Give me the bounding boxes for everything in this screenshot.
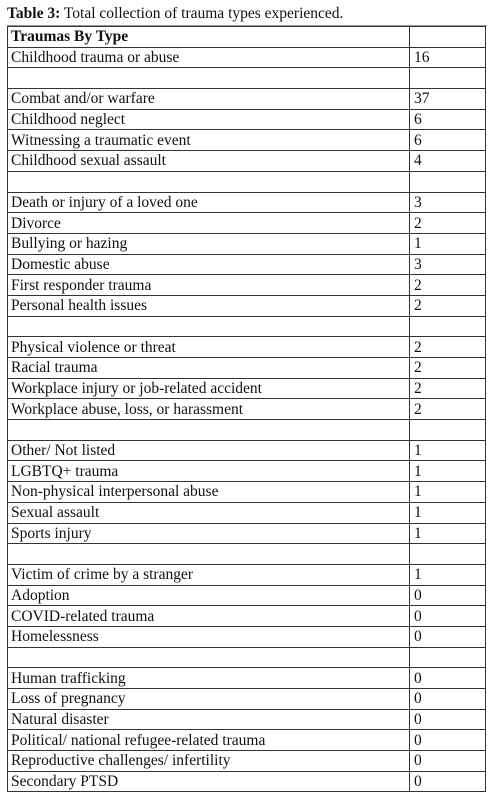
table-row: [8, 378, 486, 399]
header-empty-cell: [410, 27, 486, 48]
count-cell: 1: [410, 482, 486, 503]
table-row: [8, 709, 486, 730]
trauma-type-cell: Homelessness: [8, 626, 410, 647]
spacer-cell: [410, 420, 486, 441]
count-cell: 4: [410, 151, 486, 172]
table-row: [8, 730, 486, 751]
table-row: [8, 751, 486, 772]
table-row: [8, 89, 486, 110]
count-cell: 2: [410, 399, 486, 420]
trauma-type-cell: COVID-related trauma: [8, 606, 410, 627]
trauma-type-cell: Childhood sexual assault: [8, 151, 410, 172]
spacer-cell: [8, 316, 410, 337]
table-row: [8, 461, 486, 482]
trauma-type-cell: Physical violence or threat: [8, 337, 410, 358]
trauma-type-cell: Combat and/or warfare: [8, 89, 410, 110]
count-cell: 1: [410, 461, 486, 482]
trauma-type-cell: Death or injury of a loved one: [8, 192, 410, 213]
trauma-type-cell: Bullying or hazing: [8, 233, 410, 254]
trauma-type-cell: Workplace abuse, loss, or harassment: [8, 399, 410, 420]
count-cell: 0: [410, 751, 486, 772]
trauma-type-cell: Loss of pregnancy: [8, 689, 410, 710]
spacer-cell: [410, 544, 486, 565]
count-cell: 0: [410, 606, 486, 627]
trauma-type-cell: Victim of crime by a stranger: [8, 564, 410, 585]
count-cell: 3: [410, 254, 486, 275]
spacer-cell: [410, 68, 486, 89]
trauma-type-cell: Other/ Not listed: [8, 440, 410, 461]
trauma-type-cell: Political/ national refugee-related trauma: [8, 730, 410, 751]
table-header-row: [8, 27, 486, 48]
spacer-cell: [410, 647, 486, 668]
count-cell: 3: [410, 192, 486, 213]
table-row: [8, 337, 486, 358]
trauma-type-cell: Domestic abuse: [8, 254, 410, 275]
count-cell: 0: [410, 626, 486, 647]
trauma-type-cell: Secondary PTSD: [8, 771, 410, 792]
count-cell: 2: [410, 358, 486, 379]
table-row: [8, 585, 486, 606]
count-cell: 6: [410, 109, 486, 130]
count-cell: 1: [410, 233, 486, 254]
table-row: [8, 130, 486, 151]
table-row: [8, 668, 486, 689]
count-cell: 2: [410, 275, 486, 296]
count-cell: 2: [410, 295, 486, 316]
table-row: [8, 564, 486, 585]
table-row: [8, 192, 486, 213]
table-row: [8, 771, 486, 792]
table-row: [8, 109, 486, 130]
count-cell: 1: [410, 564, 486, 585]
spacer-cell: [8, 68, 410, 89]
table-caption: [7, 3, 487, 26]
trauma-type-cell: Adoption: [8, 585, 410, 606]
table-row: [8, 502, 486, 523]
count-cell: 2: [410, 337, 486, 358]
count-cell: 0: [410, 709, 486, 730]
spacer-row: [8, 544, 486, 565]
table-row: [8, 151, 486, 172]
table-row: [8, 233, 486, 254]
table-row: [8, 254, 486, 275]
trauma-type-cell: Personal health issues: [8, 295, 410, 316]
count-cell: 1: [410, 502, 486, 523]
caption-label: Table 3:: [7, 5, 61, 22]
trauma-types-table: [7, 26, 486, 792]
header-cell: Traumas By Type: [8, 27, 410, 48]
spacer-row: [8, 420, 486, 441]
trauma-type-cell: Childhood neglect: [8, 109, 410, 130]
trauma-type-cell: Non-physical interpersonal abuse: [8, 482, 410, 503]
table-row: [8, 295, 486, 316]
table-row: [8, 47, 486, 68]
trauma-type-cell: Sports injury: [8, 523, 410, 544]
count-cell: 16: [410, 47, 486, 68]
caption-text: Total collection of trauma types experienced.: [63, 5, 344, 22]
table-row: [8, 399, 486, 420]
trauma-type-cell: Witnessing a traumatic event: [8, 130, 410, 151]
spacer-cell: [8, 420, 410, 441]
spacer-row: [8, 316, 486, 337]
trauma-type-cell: Racial trauma: [8, 358, 410, 379]
count-cell: 0: [410, 689, 486, 710]
table-row: [8, 275, 486, 296]
trauma-type-cell: First responder trauma: [8, 275, 410, 296]
table-row: [8, 440, 486, 461]
count-cell: 0: [410, 668, 486, 689]
count-cell: 1: [410, 523, 486, 544]
table-row: [8, 213, 486, 234]
count-cell: 2: [410, 378, 486, 399]
table-row: [8, 523, 486, 544]
trauma-type-cell: Reproductive challenges/ infertility: [8, 751, 410, 772]
trauma-type-cell: Childhood trauma or abuse: [8, 47, 410, 68]
count-cell: 37: [410, 89, 486, 110]
spacer-cell: [8, 544, 410, 565]
table-row: [8, 606, 486, 627]
count-cell: 1: [410, 440, 486, 461]
count-cell: 6: [410, 130, 486, 151]
spacer-row: [8, 647, 486, 668]
spacer-cell: [8, 647, 410, 668]
count-cell: 0: [410, 771, 486, 792]
spacer-row: [8, 171, 486, 192]
table-row: [8, 358, 486, 379]
trauma-type-cell: Divorce: [8, 213, 410, 234]
count-cell: 0: [410, 585, 486, 606]
count-cell: 0: [410, 730, 486, 751]
count-cell: 2: [410, 213, 486, 234]
spacer-cell: [410, 171, 486, 192]
spacer-cell: [410, 316, 486, 337]
spacer-cell: [8, 171, 410, 192]
spacer-row: [8, 68, 486, 89]
table-body: [8, 27, 486, 792]
trauma-type-cell: Human trafficking: [8, 668, 410, 689]
trauma-type-cell: LGBTQ+ trauma: [8, 461, 410, 482]
trauma-type-cell: Natural disaster: [8, 709, 410, 730]
trauma-type-cell: Workplace injury or job-related accident: [8, 378, 410, 399]
table-row: [8, 482, 486, 503]
trauma-type-cell: Sexual assault: [8, 502, 410, 523]
table-row: [8, 689, 486, 710]
table-row: [8, 626, 486, 647]
